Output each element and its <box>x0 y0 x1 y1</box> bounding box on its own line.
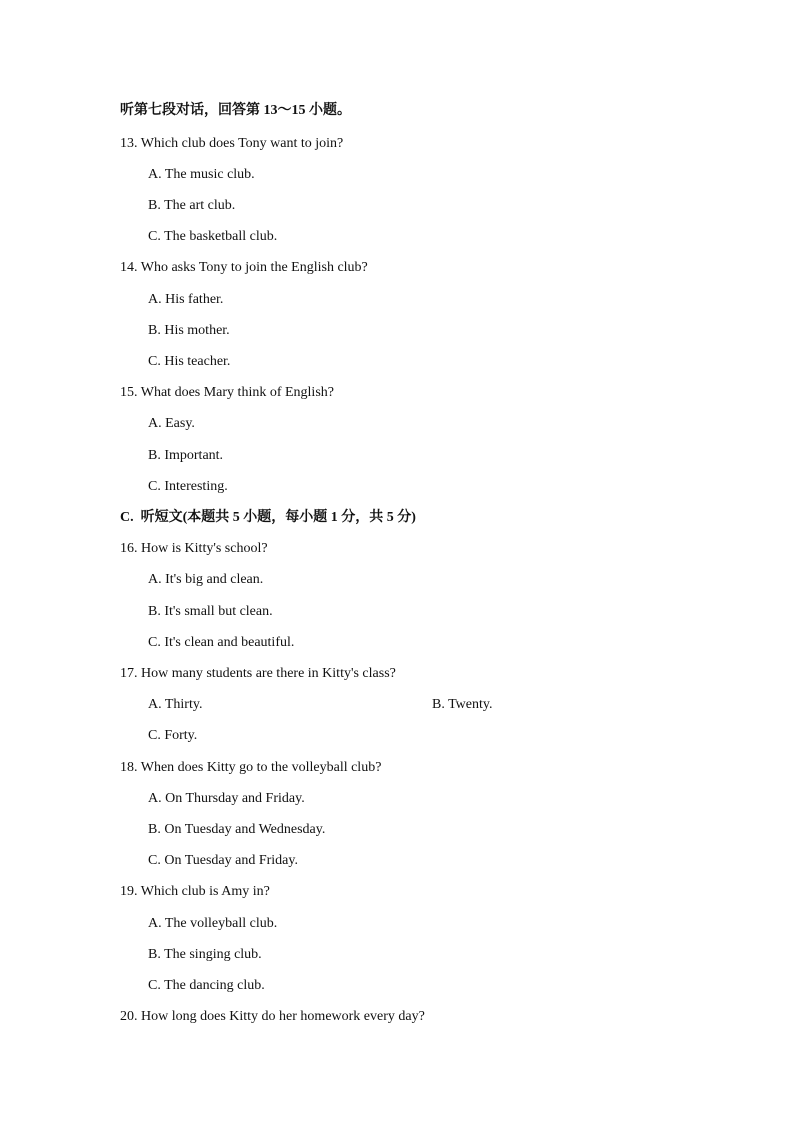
q19-option-b: B. The singing club. <box>148 947 262 962</box>
section-c-header: C. 听短文(本题共 5 小题，每小题 1 分，共 5 分) <box>120 510 416 525</box>
question-14: 14. Who asks Tony to join the English club? <box>120 260 368 275</box>
q15-option-b: B. Important. <box>148 448 224 463</box>
q18-option-b: B. On Tuesday and Wednesday. <box>148 822 326 837</box>
q14-option-c: C. His teacher. <box>148 354 231 369</box>
q15-option-c: C. Interesting. <box>148 479 228 494</box>
q14-option-a: A. His father. <box>148 292 224 307</box>
q16-option-a: A. It's big and clean. <box>148 572 264 587</box>
question-18: 18. When does Kitty go to the volleyball club? <box>120 760 382 775</box>
q19-option-c: C. The dancing club. <box>148 978 265 993</box>
question-13: 13. Which club does Tony want to join? <box>120 136 344 151</box>
q13-option-b: B. The art club. <box>148 198 236 213</box>
q15-option-a: A. Easy. <box>148 416 195 431</box>
q14-option-b: B. His mother. <box>148 323 230 338</box>
q16-option-b: B. It's small but clean. <box>148 604 273 619</box>
q13-option-a: A. The music club. <box>148 167 255 182</box>
q17-option-a: A. Thirty. <box>148 697 203 712</box>
question-17: 17. How many students are there in Kitty's class? <box>120 666 396 681</box>
question-16: 16. How is Kitty's school? <box>120 541 268 556</box>
question-19: 19. Which club is Amy in? <box>120 884 270 899</box>
q13-option-c: C. The basketball club. <box>148 229 278 244</box>
section-7-header: 听第七段对话，回答第 13～15 小题。 <box>120 103 351 118</box>
question-15: 15. What does Mary think of English? <box>120 385 334 400</box>
q18-option-c: C. On Tuesday and Friday. <box>148 853 298 868</box>
question-20: 20. How long does Kitty do her homework every day? <box>120 1009 425 1024</box>
q19-option-a: A. The volleyball club. <box>148 916 278 931</box>
q17-option-b: B. Twenty. <box>432 697 493 712</box>
q18-option-a: A. On Thursday and Friday. <box>148 791 305 806</box>
q17-option-c: C. Forty. <box>148 728 198 743</box>
q16-option-c: C. It's clean and beautiful. <box>148 635 295 650</box>
